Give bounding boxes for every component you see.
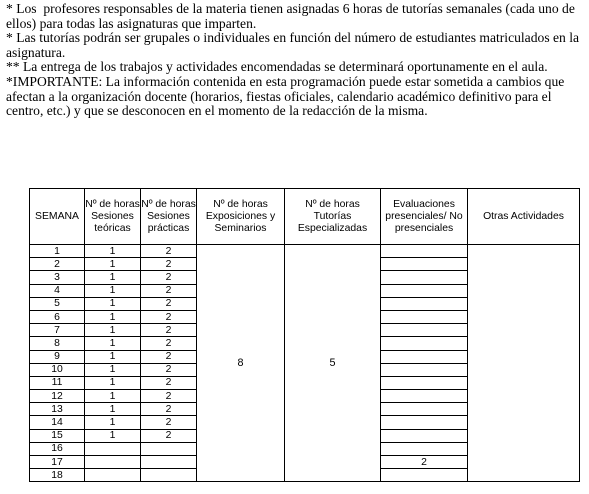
cell-semana: 9	[30, 350, 85, 363]
cell-teoricas: 1	[85, 297, 141, 310]
cell-semana: 3	[30, 271, 85, 284]
cell-evaluaciones	[381, 258, 468, 271]
note-importante: *IMPORTANTE: La información contenida en esta programación puede estar sometida a cambios que afectan a la organización docente (horarios, fiestas oficiales, calendario académico definitivo para el centro, etc.) y que se desconocen en el momento de la redacción de la misma.	[6, 73, 568, 119]
cell-practicas: 2	[141, 284, 197, 297]
cell-evaluaciones	[381, 297, 468, 310]
cell-practicas: 2	[141, 350, 197, 363]
cell-teoricas: 1	[85, 310, 141, 323]
cell-evaluaciones	[381, 403, 468, 416]
cell-semana: 5	[30, 297, 85, 310]
cell-evaluaciones	[381, 284, 468, 297]
cell-semana: 4	[30, 284, 85, 297]
cell-practicas	[141, 456, 197, 469]
cell-practicas: 2	[141, 363, 197, 376]
cell-practicas: 2	[141, 376, 197, 389]
cell-practicas: 2	[141, 403, 197, 416]
cell-semana: 12	[30, 390, 85, 403]
cell-teoricas: 1	[85, 337, 141, 350]
cell-semana: 17	[30, 456, 85, 469]
cell-teoricas: 1	[85, 416, 141, 429]
note-tutorias-horas: * Los profesores responsables de la materia tienen asignadas 6 horas de tutorías semanales (cada uno de ellos) para todas las asignaturas que imparten.	[6, 1, 579, 31]
notes-block	[6, 2, 582, 119]
cell-practicas	[141, 442, 197, 455]
cell-evaluaciones	[381, 245, 468, 258]
cell-practicas: 2	[141, 416, 197, 429]
cell-practicas: 2	[141, 310, 197, 323]
cell-practicas: 2	[141, 337, 197, 350]
table-row	[30, 245, 580, 258]
cell-semana: 14	[30, 416, 85, 429]
cell-semana: 1	[30, 245, 85, 258]
header-semana: SEMANA	[30, 189, 85, 245]
cell-semana: 2	[30, 258, 85, 271]
cell-semana: 11	[30, 376, 85, 389]
cell-evaluaciones	[381, 469, 468, 482]
cell-practicas: 2	[141, 429, 197, 442]
cell-teoricas	[85, 469, 141, 482]
cell-practicas: 2	[141, 271, 197, 284]
cell-evaluaciones	[381, 442, 468, 455]
cell-practicas	[141, 469, 197, 482]
cell-semana: 13	[30, 403, 85, 416]
cell-teoricas: 1	[85, 376, 141, 389]
cell-semana: 18	[30, 469, 85, 482]
cell-evaluaciones	[381, 416, 468, 429]
header-exposiciones: Nº de horas Exposiciones y Seminarios	[197, 189, 285, 245]
note-tutorias-grupales: * Las tutorías podrán ser grupales o individuales en función del número de estudiantes matriculados en la asignatura.	[6, 30, 583, 60]
cell-evaluaciones	[381, 363, 468, 376]
cell-semana: 15	[30, 429, 85, 442]
cell-exposiciones-total: 8	[197, 245, 285, 482]
cell-semana: 7	[30, 324, 85, 337]
cell-evaluaciones	[381, 271, 468, 284]
cell-semana: 10	[30, 363, 85, 376]
cell-evaluaciones: 2	[381, 456, 468, 469]
cell-teoricas: 1	[85, 429, 141, 442]
cell-semana: 16	[30, 442, 85, 455]
cell-teoricas: 1	[85, 390, 141, 403]
header-otras-actividades: Otras Actividades	[468, 189, 580, 245]
cell-practicas: 2	[141, 390, 197, 403]
cell-practicas: 2	[141, 297, 197, 310]
cell-teoricas: 1	[85, 403, 141, 416]
cell-teoricas: 1	[85, 363, 141, 376]
header-evaluaciones: Evaluaciones presenciales/ No presenciales	[381, 189, 468, 245]
cell-teoricas: 1	[85, 245, 141, 258]
cell-teoricas: 1	[85, 258, 141, 271]
cell-otras-actividades	[468, 245, 580, 482]
cell-practicas: 2	[141, 258, 197, 271]
cell-evaluaciones	[381, 376, 468, 389]
header-sesiones-teoricas: Nº de horas Sesiones teóricas	[85, 189, 141, 245]
cell-teoricas: 1	[85, 284, 141, 297]
cell-teoricas	[85, 456, 141, 469]
header-tutorias: Nº de horas Tutorías Especializadas	[285, 189, 381, 245]
table-body	[30, 245, 580, 482]
cell-teoricas	[85, 442, 141, 455]
table-header-row	[30, 189, 580, 245]
cell-tutorias-total: 5	[285, 245, 381, 482]
schedule-table	[29, 188, 580, 482]
cell-evaluaciones	[381, 390, 468, 403]
cell-evaluaciones	[381, 310, 468, 323]
cell-evaluaciones	[381, 350, 468, 363]
cell-practicas: 2	[141, 324, 197, 337]
note-entrega-trabajos: ** La entrega de los trabajos y actividades encomendadas se determinará oportunamente en el aula.	[6, 59, 548, 75]
cell-teoricas: 1	[85, 350, 141, 363]
cell-practicas: 2	[141, 245, 197, 258]
cell-teoricas: 1	[85, 324, 141, 337]
cell-teoricas: 1	[85, 271, 141, 284]
header-sesiones-practicas: Nº de horas Sesiones prácticas	[141, 189, 197, 245]
cell-semana: 6	[30, 310, 85, 323]
cell-evaluaciones	[381, 324, 468, 337]
cell-semana: 8	[30, 337, 85, 350]
cell-evaluaciones	[381, 337, 468, 350]
cell-evaluaciones	[381, 429, 468, 442]
